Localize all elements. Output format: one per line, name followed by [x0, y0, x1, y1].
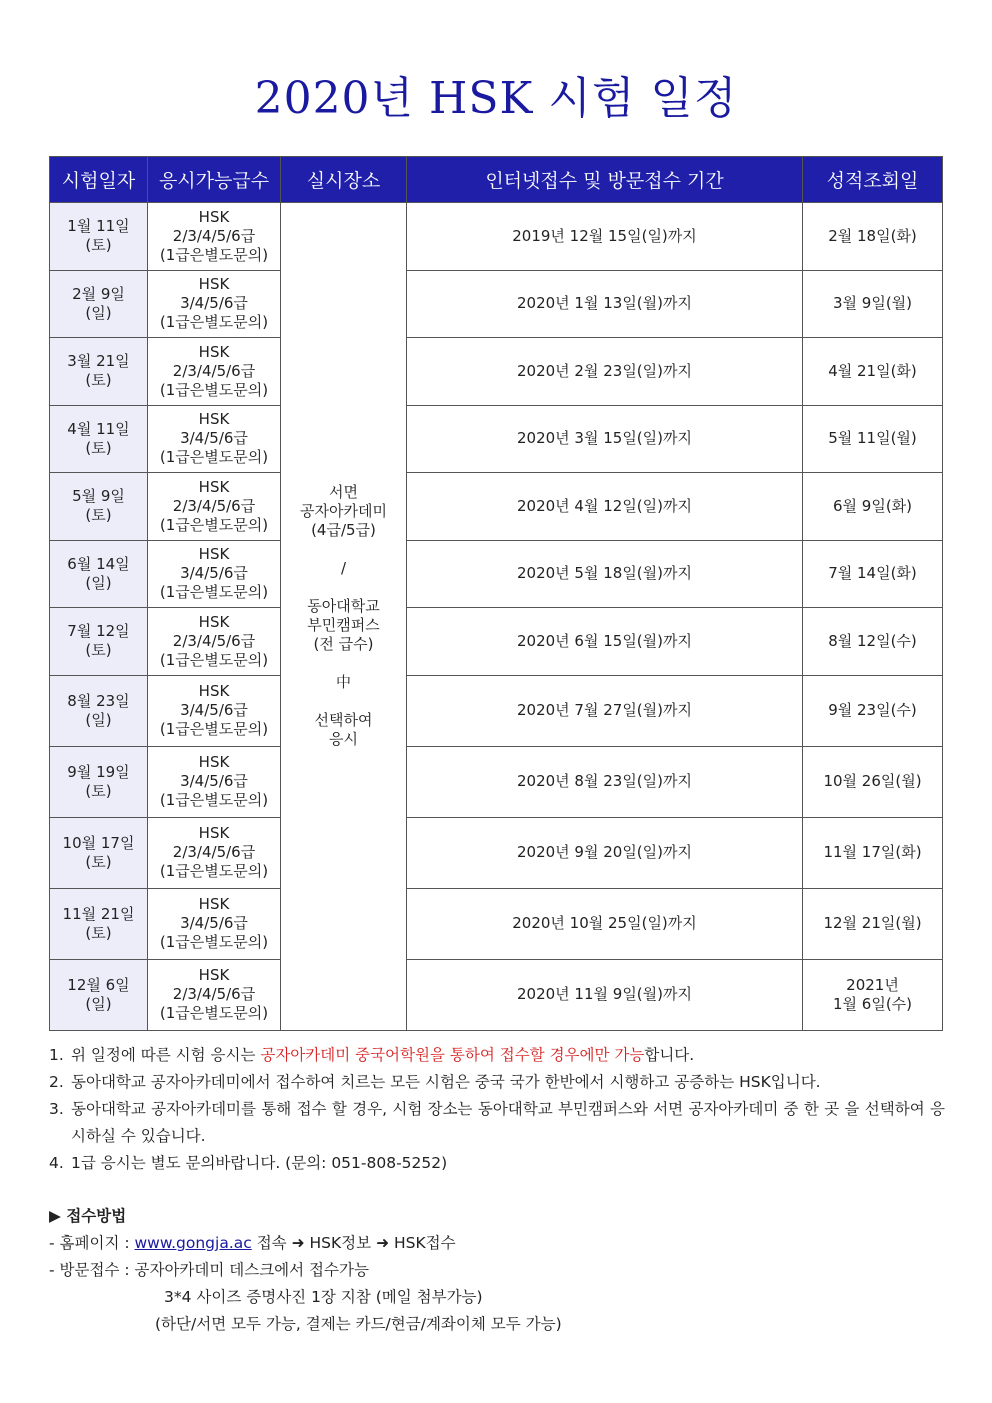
- levels-cell: [148, 338, 281, 406]
- exam-date-cell: [50, 203, 148, 271]
- levels-cell: [148, 203, 281, 271]
- level-list: 2/3/4/5/6급: [172, 843, 256, 861]
- result-date: 4월 21일(화): [828, 361, 917, 380]
- level-list: 3/4/5/6급: [180, 429, 248, 448]
- level-list: 3/4/5/6급: [180, 772, 248, 790]
- arrow-right-icon: ➜: [376, 1234, 390, 1252]
- table-row: [50, 675, 943, 746]
- level-note: (1급은별도문의): [159, 650, 269, 669]
- exam-date: 1월 11일: [67, 217, 130, 236]
- note-number: 4.: [49, 1154, 64, 1172]
- result-cell: [803, 473, 943, 541]
- result-date: 6월 9일(화): [832, 496, 913, 515]
- level-list: 3/4/5/6급: [180, 914, 248, 932]
- result-date-line2: 1월 6일(수): [832, 994, 913, 1013]
- exam-day: (토): [85, 236, 112, 255]
- place-line: 응시: [329, 730, 358, 749]
- levels-cell: [148, 888, 281, 959]
- level-name: HSK: [198, 342, 230, 361]
- level-list: 2/3/4/5/6급: [172, 226, 256, 245]
- note-text: 동아대학교 공자아카데미에서 접수하여 치르는 모든 시험은 중국 국가 한반에서 시행하고 공증하는 HSK입니다.: [71, 1073, 821, 1091]
- place-line: [281, 654, 406, 673]
- exam-day: (토): [85, 371, 112, 390]
- result-cell: [803, 746, 943, 817]
- exam-day: (토): [85, 641, 112, 660]
- period-cell: 2020년 10월 25일(일)까지: [407, 888, 803, 959]
- result-cell: [803, 338, 943, 406]
- period-cell: 2020년 7월 27일(월)까지: [407, 675, 803, 746]
- note-highlight: 공자아카데미 중국어학원을 통하여 접수할 경우에만 가능: [260, 1046, 645, 1064]
- note-text: 위 일정에 따른 시험 응시는: [71, 1046, 261, 1064]
- table-header-row: [50, 157, 943, 203]
- result-date: 9월 23일(수): [828, 701, 917, 719]
- note-item: [49, 1096, 945, 1150]
- exam-date-cell: [50, 746, 148, 817]
- levels-cell: [148, 959, 281, 1030]
- homepage-link[interactable]: www.gongja.ac: [134, 1234, 252, 1252]
- period-cell: 2020년 2월 23일(일)까지: [407, 338, 803, 406]
- table-row: [50, 608, 943, 676]
- level-note: (1급은별도문의): [159, 313, 269, 332]
- place-line: 부민캠퍼스: [307, 616, 380, 635]
- levels-cell: [148, 270, 281, 338]
- exam-date-cell: [50, 270, 148, 338]
- exam-date-cell: [50, 888, 148, 959]
- note-number: 1.: [49, 1046, 64, 1064]
- place-line: (4급/5급): [311, 521, 376, 540]
- header-period: 인터넷접수 및 방문접수 기간: [407, 157, 803, 203]
- visit-detail: (하단/서면 모두 가능, 결제는 카드/현금/계좌이체 모두 가능): [155, 1315, 562, 1333]
- note-item: [49, 1150, 945, 1177]
- visit-line: [49, 1257, 945, 1284]
- schedule-table: [49, 156, 943, 1031]
- place-line: 中: [335, 673, 351, 692]
- period-cell: 2020년 11월 9일(월)까지: [407, 959, 803, 1030]
- result-date: 3월 9일(월): [832, 294, 913, 313]
- levels-cell: [148, 405, 281, 473]
- exam-date-cell: [50, 338, 148, 406]
- level-list: 2/3/4/5/6급: [172, 985, 256, 1003]
- table-row: [50, 888, 943, 959]
- exam-date-cell: [50, 473, 148, 541]
- homepage-step: HSK정보: [304, 1234, 377, 1252]
- result-cell: [803, 817, 943, 888]
- place-line: [281, 578, 406, 597]
- result-date: 8월 12일(수): [828, 631, 917, 650]
- exam-date: 11월 21일: [62, 904, 135, 923]
- exam-day: (토): [85, 923, 112, 942]
- level-name: HSK: [198, 612, 230, 631]
- table-row: [50, 270, 943, 338]
- level-list: 2/3/4/5/6급: [172, 631, 256, 650]
- level-list: 2/3/4/5/6급: [172, 361, 256, 380]
- table-row: [50, 817, 943, 888]
- result-date: 11월 17일(화): [823, 843, 922, 861]
- place-line: 공자아카데미: [300, 502, 387, 521]
- level-name: HSK: [198, 966, 230, 984]
- table-row: [50, 203, 943, 271]
- exam-day: (일): [85, 994, 112, 1013]
- level-note: (1급은별도문의): [159, 1004, 269, 1022]
- header-exam-date: 시험일자: [50, 157, 148, 203]
- exam-date: 8월 23일: [67, 691, 130, 710]
- level-note: (1급은별도문의): [159, 515, 269, 534]
- registration-heading: ▶ 접수방법: [49, 1207, 127, 1225]
- result-cell: [803, 270, 943, 338]
- result-cell: [803, 959, 943, 1030]
- level-name: HSK: [198, 477, 230, 496]
- level-note: (1급은별도문의): [159, 448, 269, 467]
- place-line: 동아대학교: [307, 597, 380, 616]
- visit-label: - 방문접수 :: [49, 1261, 135, 1279]
- result-cell: [803, 405, 943, 473]
- level-list: 3/4/5/6급: [180, 564, 248, 583]
- exam-day: (일): [85, 710, 112, 729]
- note-text-end: 합니다.: [644, 1046, 695, 1064]
- levels-cell: [148, 473, 281, 541]
- arrow-right-icon: ➜: [291, 1234, 305, 1252]
- registration-section: [49, 1203, 945, 1338]
- place-line: /: [340, 559, 347, 578]
- result-date: 12월 21일(월): [823, 914, 922, 932]
- level-note: (1급은별도문의): [159, 791, 269, 809]
- exam-date: 3월 21일: [67, 352, 130, 371]
- level-name: HSK: [198, 545, 230, 564]
- table-row: [50, 959, 943, 1030]
- table-row: [50, 473, 943, 541]
- result-cell: [803, 675, 943, 746]
- level-name: HSK: [198, 895, 230, 913]
- exam-date: 6월 14일: [67, 554, 130, 573]
- level-note: (1급은별도문의): [159, 720, 269, 738]
- notes-list: [49, 1042, 945, 1177]
- visit-text: 공자아카데미 데스크에서 접수가능: [134, 1261, 369, 1279]
- levels-cell: [148, 608, 281, 676]
- exam-date: 7월 12일: [67, 622, 130, 641]
- period-cell: 2020년 4월 12일(일)까지: [407, 473, 803, 541]
- homepage-step: HSK접수: [389, 1234, 456, 1252]
- level-name: HSK: [198, 753, 230, 771]
- exam-day: (토): [85, 781, 112, 800]
- exam-date-cell: [50, 817, 148, 888]
- homepage-line: [49, 1230, 945, 1257]
- exam-date: 10월 17일: [62, 833, 135, 852]
- table-row: [50, 540, 943, 608]
- level-name: HSK: [198, 410, 230, 429]
- period-cell: 2019년 12월 15일(일)까지: [407, 203, 803, 271]
- exam-date: 12월 6일: [67, 975, 130, 994]
- exam-date: 4월 11일: [67, 419, 130, 438]
- level-name: HSK: [198, 207, 230, 226]
- result-cell: [803, 888, 943, 959]
- exam-day: (토): [85, 852, 112, 871]
- level-name: HSK: [198, 275, 230, 294]
- header-levels: 응시가능급수: [148, 157, 281, 203]
- header-place: 실시장소: [281, 157, 407, 203]
- period-cell: 2020년 6월 15일(월)까지: [407, 608, 803, 676]
- place-line: 서면: [329, 483, 358, 502]
- level-note: (1급은별도문의): [159, 862, 269, 880]
- level-list: 2/3/4/5/6급: [172, 496, 256, 515]
- period-cell: 2020년 8월 23일(일)까지: [407, 746, 803, 817]
- exam-date: 9월 19일: [67, 762, 130, 781]
- result-date: 10월 26일(월): [823, 772, 922, 790]
- exam-date-cell: [50, 608, 148, 676]
- place-line: (전 급수): [313, 635, 374, 654]
- note-text: 1급 응시는 별도 문의바랍니다. (문의: 051-808-5252): [71, 1154, 448, 1172]
- result-cell: [803, 203, 943, 271]
- note-number: 2.: [49, 1073, 64, 1091]
- table-row: [50, 338, 943, 406]
- homepage-step: 접속: [251, 1234, 292, 1252]
- exam-date: 5월 9일: [72, 487, 125, 506]
- result-cell: [803, 608, 943, 676]
- exam-day: (일): [85, 573, 112, 592]
- table-row: [50, 746, 943, 817]
- period-cell: 2020년 9월 20일(일)까지: [407, 817, 803, 888]
- table-row: [50, 405, 943, 473]
- result-date: 5월 11일(월): [828, 429, 917, 448]
- note-item: [49, 1042, 945, 1069]
- level-note: (1급은별도문의): [159, 245, 269, 264]
- exam-date: 2월 9일: [72, 284, 125, 303]
- period-cell: 2020년 1월 13일(월)까지: [407, 270, 803, 338]
- level-list: 3/4/5/6급: [180, 701, 248, 719]
- result-date: 2월 18일(화): [828, 226, 917, 245]
- visit-detail: 3*4 사이즈 증명사진 1장 지참 (메일 첨부가능): [164, 1288, 483, 1306]
- note-number: 3.: [49, 1100, 64, 1118]
- result-date: 2021년: [846, 975, 899, 994]
- period-cell: 2020년 3월 15일(일)까지: [407, 405, 803, 473]
- place-cell: [281, 203, 407, 1031]
- levels-cell: [148, 817, 281, 888]
- exam-date-cell: [50, 959, 148, 1030]
- result-cell: [803, 540, 943, 608]
- place-line: [281, 692, 406, 711]
- level-list: 3/4/5/6급: [180, 294, 248, 313]
- level-note: (1급은별도문의): [159, 583, 269, 602]
- levels-cell: [148, 746, 281, 817]
- exam-date-cell: [50, 675, 148, 746]
- exam-day: (일): [85, 303, 112, 322]
- level-note: (1급은별도문의): [159, 380, 269, 399]
- note-item: [49, 1069, 945, 1096]
- note-text: 동아대학교 공자아카데미를 통해 접수 할 경우, 시험 장소는 동아대학교 부민캠퍼스와 서면 공자아카데미 중 한 곳 을 선택하여 응시하실 수 있습니다.: [71, 1100, 945, 1145]
- page-title: 2020년 HSK 시험 일정: [254, 73, 738, 124]
- exam-day: (토): [85, 506, 112, 525]
- place-line: 선택하여: [314, 711, 373, 730]
- homepage-label: - 홈페이지 :: [49, 1234, 135, 1252]
- header-result-date: 성적조회일: [803, 157, 943, 203]
- levels-cell: [148, 540, 281, 608]
- level-note: (1급은별도문의): [159, 933, 269, 951]
- level-name: HSK: [198, 682, 230, 700]
- exam-day: (토): [85, 438, 112, 457]
- period-cell: 2020년 5월 18일(월)까지: [407, 540, 803, 608]
- result-date: 7월 14일(화): [828, 564, 917, 583]
- place-line: [281, 540, 406, 559]
- level-name: HSK: [198, 824, 230, 842]
- exam-date-cell: [50, 405, 148, 473]
- exam-date-cell: [50, 540, 148, 608]
- levels-cell: [148, 675, 281, 746]
